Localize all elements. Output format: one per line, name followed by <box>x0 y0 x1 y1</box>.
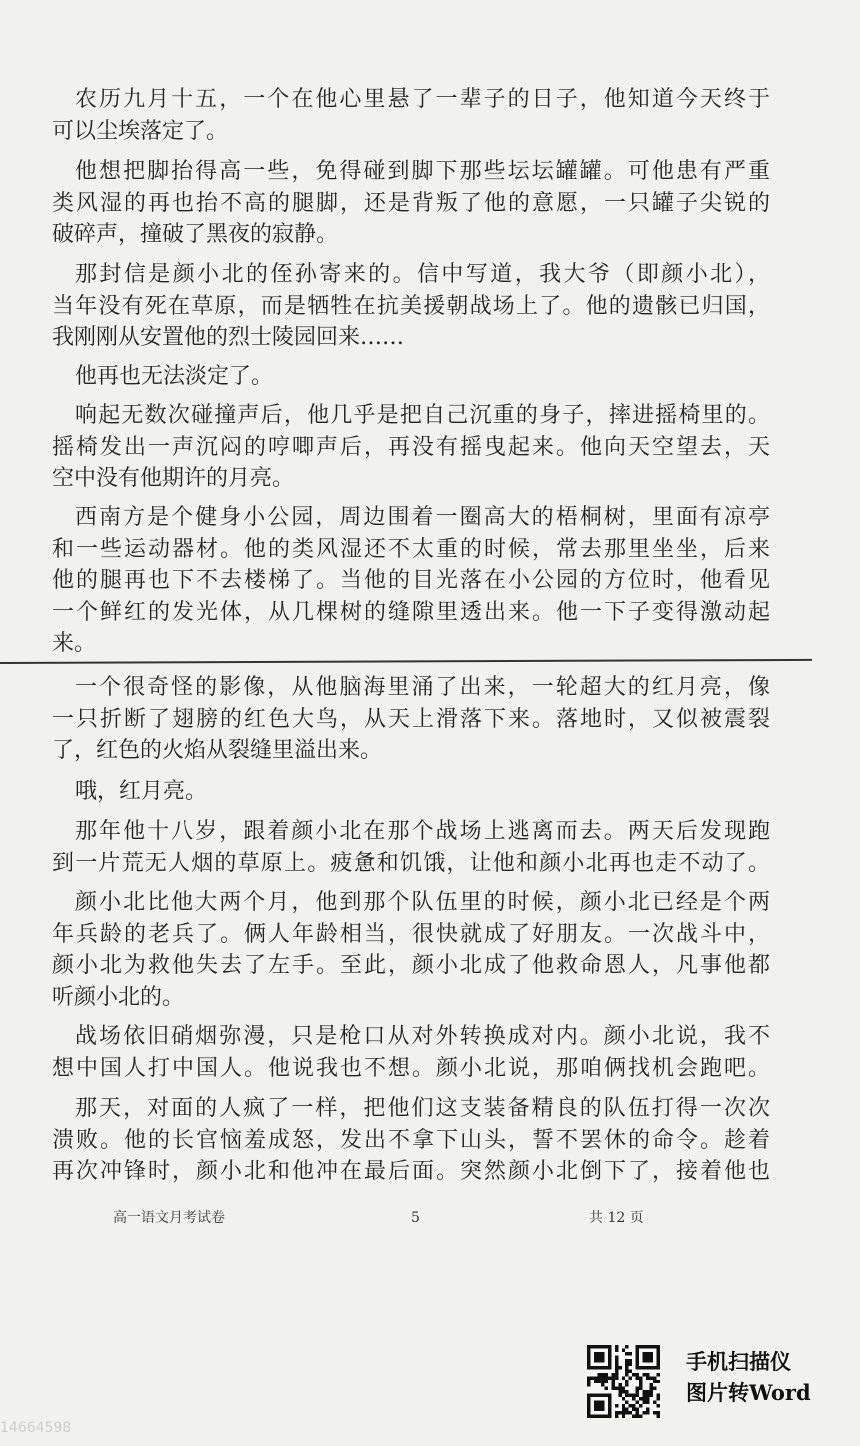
qr-module <box>597 1352 600 1355</box>
qr-module <box>594 1404 597 1407</box>
qr-module <box>597 1355 600 1358</box>
paragraph <box>52 887 770 1013</box>
qr-module <box>657 1373 660 1376</box>
qr-module <box>597 1373 600 1376</box>
qr-module <box>646 1373 649 1376</box>
qr-module <box>615 1348 618 1351</box>
text-line: 摇椅发出一声沉闷的哼唧声后，再没有摇曳起来。他向天空望去，天 <box>52 434 770 460</box>
qr-module <box>587 1380 590 1383</box>
paragraph <box>52 400 770 495</box>
qr-module <box>653 1376 656 1379</box>
qr-module <box>657 1345 660 1348</box>
qr-module <box>587 1383 590 1386</box>
text-line: 再次冲锋时，颜小北和他冲在最后面。突然颜小北倒下了，接着他也 <box>52 1159 770 1184</box>
qr-code-icon <box>587 1345 660 1418</box>
qr-module <box>594 1345 597 1348</box>
qr-module <box>587 1362 590 1365</box>
qr-module <box>629 1362 632 1365</box>
paragraph <box>52 259 770 354</box>
qr-module <box>594 1415 597 1418</box>
qr-module <box>646 1408 649 1411</box>
qr-module <box>636 1394 639 1397</box>
text-line: 颜小北比他大两个月，他到那个队伍里的时候，颜小北已经是个两 <box>75 890 770 915</box>
qr-module <box>636 1366 639 1369</box>
qr-module <box>608 1411 611 1414</box>
qr-module <box>636 1390 639 1393</box>
qr-module <box>646 1352 649 1355</box>
qr-module <box>597 1401 600 1404</box>
qr-module <box>604 1373 607 1376</box>
qr-module <box>608 1355 611 1358</box>
qr-module <box>597 1345 600 1348</box>
qr-module <box>601 1394 604 1397</box>
qr-module <box>608 1394 611 1397</box>
qr-module <box>646 1355 649 1358</box>
qr-module <box>615 1411 618 1414</box>
qr-module <box>629 1376 632 1379</box>
qr-module <box>622 1348 625 1351</box>
text-line: 当年没有死在草原，而是牺牲在抗美援朝战场上了。他的遗骸已归国， <box>52 293 770 319</box>
qr-module <box>615 1376 618 1379</box>
qr-module <box>587 1376 590 1379</box>
qr-module <box>597 1404 600 1407</box>
qr-module <box>632 1404 635 1407</box>
qr-module <box>615 1404 618 1407</box>
text-line: 颜小北为救他失去了左手。至此，颜小北成了他救命恩人，凡事他都 <box>52 953 770 978</box>
qr-module <box>639 1376 642 1379</box>
image-to-word-label: 图片转Word <box>686 1380 811 1405</box>
qr-module <box>646 1411 649 1414</box>
qr-module <box>622 1387 625 1390</box>
qr-module <box>625 1362 628 1365</box>
qr-module <box>625 1401 628 1404</box>
qr-module <box>611 1376 614 1379</box>
qr-module <box>615 1366 618 1369</box>
qr-module <box>629 1411 632 1414</box>
qr-module <box>622 1397 625 1400</box>
qr-module <box>604 1366 607 1369</box>
text-line: 年兵龄的老兵了。俩人年龄相当，很快就成了好朋友。一次战斗中， <box>52 921 770 947</box>
qr-module <box>590 1345 593 1348</box>
paragraph <box>52 1021 770 1084</box>
qr-module <box>604 1394 607 1397</box>
text-line: 战场依旧硝烟弥漫，只是枪口从对外转换成对内。颜小北说，我不 <box>75 1024 770 1049</box>
qr-module <box>601 1376 604 1379</box>
qr-module <box>625 1411 628 1414</box>
qr-module <box>594 1408 597 1411</box>
qr-module <box>622 1376 625 1379</box>
text-line: 他再也无法淡定了。 <box>75 364 274 389</box>
qr-module <box>643 1373 646 1376</box>
qr-module <box>615 1345 618 1348</box>
qr-module <box>657 1366 660 1369</box>
qr-module <box>590 1415 593 1418</box>
qr-module <box>650 1383 653 1386</box>
qr-module <box>601 1408 604 1411</box>
qr-module <box>646 1401 649 1404</box>
qr-module <box>611 1383 614 1386</box>
qr-module <box>608 1348 611 1351</box>
page-count: 共 12 页 <box>589 1210 644 1226</box>
qr-module <box>650 1355 653 1358</box>
qr-module <box>611 1387 614 1390</box>
qr-module <box>587 1411 590 1414</box>
qr-module <box>587 1352 590 1355</box>
qr-module <box>594 1355 597 1358</box>
text-line: 响起无数次碰撞声后，他几乎是把自己沉重的身子，摔进摇椅里的。 <box>75 403 770 428</box>
qr-module <box>657 1352 660 1355</box>
paragraph <box>52 816 770 879</box>
text-line: 听颜小北的。 <box>52 984 185 1010</box>
qr-module <box>625 1390 628 1393</box>
text-line: 可以尘埃落定了。 <box>52 118 229 144</box>
qr-module <box>636 1355 639 1358</box>
qr-module <box>615 1387 618 1390</box>
qr-module <box>615 1415 618 1418</box>
qr-module <box>597 1366 600 1369</box>
qr-module <box>594 1376 597 1379</box>
qr-module <box>615 1369 618 1372</box>
qr-module <box>657 1394 660 1397</box>
qr-module <box>601 1366 604 1369</box>
qr-module <box>594 1401 597 1404</box>
qr-module <box>629 1394 632 1397</box>
qr-module <box>604 1387 607 1390</box>
qr-module <box>590 1366 593 1369</box>
qr-module <box>615 1359 618 1362</box>
qr-module <box>604 1376 607 1379</box>
qr-module <box>653 1401 656 1404</box>
text-line: 溃败。他的长官恼羞成怒，发出不拿下山头，誓不罢休的命令。趁着 <box>52 1127 770 1153</box>
qr-module <box>597 1376 600 1379</box>
qr-module <box>618 1390 621 1393</box>
qr-module <box>643 1345 646 1348</box>
qr-module <box>587 1359 590 1362</box>
paragraph <box>52 1093 770 1188</box>
qr-module <box>587 1366 590 1369</box>
qr-module <box>639 1387 642 1390</box>
qr-module <box>650 1394 653 1397</box>
qr-module <box>625 1359 628 1362</box>
qr-module <box>608 1366 611 1369</box>
qr-module <box>650 1345 653 1348</box>
text-line: 西南方是个健身小公园，周边围着一圈高大的梧桐树，里面有凉亭 <box>75 505 770 530</box>
qr-module <box>594 1394 597 1397</box>
qr-module <box>597 1415 600 1418</box>
qr-module <box>594 1352 597 1355</box>
qr-module <box>639 1380 642 1383</box>
qr-module <box>632 1373 635 1376</box>
qr-module <box>608 1352 611 1355</box>
qr-module <box>639 1415 642 1418</box>
qr-module <box>650 1376 653 1379</box>
qr-module <box>646 1376 649 1379</box>
qr-module <box>622 1404 625 1407</box>
qr-module <box>629 1352 632 1355</box>
qr-module <box>653 1366 656 1369</box>
qr-module <box>601 1373 604 1376</box>
text-line: 想中国人打中国人。他说我也不想。颜小北说，那咱俩找机会跑吧。 <box>52 1055 770 1081</box>
qr-module <box>594 1359 597 1362</box>
qr-module <box>587 1415 590 1418</box>
qr-module <box>636 1348 639 1351</box>
qr-module <box>594 1366 597 1369</box>
text-line: 那封信是颜小北的侄孙寄来的。信中写道，我大爷（即颜小北）， <box>75 262 770 287</box>
qr-module <box>636 1359 639 1362</box>
qr-module <box>622 1408 625 1411</box>
qr-module <box>657 1411 660 1414</box>
qr-module <box>618 1383 621 1386</box>
qr-module <box>639 1383 642 1386</box>
qr-module <box>657 1380 660 1383</box>
qr-module <box>625 1394 628 1397</box>
qr-module <box>639 1397 642 1400</box>
exam-title: 高一语文月考试卷 <box>113 1210 225 1226</box>
qr-module <box>636 1345 639 1348</box>
qr-module <box>629 1404 632 1407</box>
qr-module <box>653 1380 656 1383</box>
qr-module <box>608 1362 611 1365</box>
qr-module <box>636 1411 639 1414</box>
qr-module <box>625 1380 628 1383</box>
qr-module <box>643 1394 646 1397</box>
qr-module <box>625 1369 628 1372</box>
qr-module <box>604 1380 607 1383</box>
text-line: 来。 <box>52 631 97 656</box>
qr-module <box>587 1401 590 1404</box>
qr-module <box>608 1397 611 1400</box>
text-line: 我刚刚从安置他的烈士陵园回来…… <box>52 325 405 350</box>
qr-module <box>636 1373 639 1376</box>
text-line: 那天，对面的人疯了一样，把他们这支装备精良的队伍打得一次次 <box>75 1096 770 1121</box>
text-line: 空中没有他期许的月亮。 <box>52 466 295 491</box>
qr-module <box>625 1345 628 1348</box>
qr-module <box>590 1394 593 1397</box>
qr-module <box>608 1345 611 1348</box>
qr-module <box>646 1394 649 1397</box>
qr-module <box>636 1362 639 1365</box>
qr-module <box>639 1366 642 1369</box>
qr-module <box>657 1397 660 1400</box>
text-line: 了，红色的火焰从裂缝里溢出来。 <box>52 738 383 763</box>
qr-module <box>625 1366 628 1369</box>
qr-module <box>625 1408 628 1411</box>
qr-module <box>650 1387 653 1390</box>
qr-module <box>597 1380 600 1383</box>
qr-module <box>636 1387 639 1390</box>
qr-module <box>646 1359 649 1362</box>
qr-module <box>657 1348 660 1351</box>
qr-module <box>636 1352 639 1355</box>
qr-module <box>597 1408 600 1411</box>
qr-module <box>608 1404 611 1407</box>
qr-module <box>643 1397 646 1400</box>
paragraph <box>52 84 770 147</box>
qr-module <box>646 1397 649 1400</box>
qr-module <box>629 1359 632 1362</box>
qr-module <box>643 1411 646 1414</box>
paragraph <box>52 361 770 393</box>
qr-module <box>622 1411 625 1414</box>
qr-module <box>657 1404 660 1407</box>
qr-module <box>615 1362 618 1365</box>
qr-module <box>625 1383 628 1386</box>
text-line: 和一些运动器材。他的类风湿还不太重的时候，常去那里坐坐，后来 <box>52 536 770 562</box>
qr-module <box>597 1394 600 1397</box>
text-line: 类风湿的再也抬不高的腿脚，还是背叛了他的意愿，一只罐子尖锐的 <box>52 190 770 216</box>
text-line: 破碎声，撞破了黑夜的寂静。 <box>52 222 339 247</box>
text-line: 他的腿再也下不去楼梯了。当他的目光落在小公园的方位时，他看见 <box>52 568 770 593</box>
qr-module <box>601 1401 604 1404</box>
qr-module <box>611 1373 614 1376</box>
text-line: 到一片荒无人烟的草原上。疲惫和饥饿，让他和颜小北再也走不动了。 <box>52 850 770 876</box>
qr-module <box>636 1408 639 1411</box>
qr-module <box>657 1359 660 1362</box>
qr-module <box>657 1362 660 1365</box>
qr-module <box>636 1401 639 1404</box>
qr-module <box>601 1359 604 1362</box>
qr-module <box>650 1366 653 1369</box>
qr-module <box>590 1376 593 1379</box>
text-line: 一个很奇怪的影像，从他脑海里涌了出来，一轮超大的红月亮，像 <box>75 675 770 700</box>
qr-module <box>632 1415 635 1418</box>
qr-module <box>632 1408 635 1411</box>
text-line: 一只折断了翅膀的红色大鸟，从天上滑落下来。落地时，又似被震裂 <box>52 706 770 732</box>
qr-module <box>643 1390 646 1393</box>
text-line: 那年他十八岁，跟着颜小北在那个战场上逃离而去。两天后发现跑 <box>75 819 770 844</box>
paragraph <box>52 502 770 660</box>
qr-module <box>604 1415 607 1418</box>
qr-module <box>653 1345 656 1348</box>
qr-module <box>639 1404 642 1407</box>
qr-module <box>587 1355 590 1358</box>
qr-module <box>608 1401 611 1404</box>
qr-module <box>601 1352 604 1355</box>
text-line: 他想把脚抬得高一些，免得碰到脚下那些坛坛罐罐。可他患有严重 <box>75 159 770 184</box>
qr-module <box>587 1404 590 1407</box>
qr-module <box>653 1387 656 1390</box>
text-line: 一个鲜红的发光体，从几棵树的缝隙里透出来。他一下子变得激动起 <box>52 599 770 625</box>
qr-module <box>615 1373 618 1376</box>
qr-module <box>657 1415 660 1418</box>
qr-module <box>625 1373 628 1376</box>
qr-module <box>632 1397 635 1400</box>
qr-module <box>615 1355 618 1358</box>
qr-module <box>650 1390 653 1393</box>
qr-module <box>646 1366 649 1369</box>
page-number: 5 <box>411 1210 420 1226</box>
paragraph <box>52 156 770 251</box>
qr-module <box>608 1415 611 1418</box>
qr-module <box>601 1404 604 1407</box>
qr-module <box>646 1390 649 1393</box>
qr-module <box>601 1345 604 1348</box>
qr-module <box>601 1355 604 1358</box>
qr-module <box>587 1397 590 1400</box>
qr-module <box>597 1359 600 1362</box>
paragraph <box>52 776 770 808</box>
qr-module <box>622 1390 625 1393</box>
qr-module <box>601 1415 604 1418</box>
qr-module <box>632 1394 635 1397</box>
qr-module <box>646 1345 649 1348</box>
fold-line <box>0 659 812 664</box>
qr-module <box>653 1411 656 1414</box>
qr-module <box>636 1376 639 1379</box>
qr-module <box>650 1352 653 1355</box>
qr-module <box>622 1415 625 1418</box>
qr-module <box>657 1355 660 1358</box>
qr-module <box>608 1376 611 1379</box>
paragraph <box>52 672 770 767</box>
qr-module <box>601 1383 604 1386</box>
qr-module <box>629 1369 632 1372</box>
qr-module <box>618 1387 621 1390</box>
qr-module <box>618 1394 621 1397</box>
qr-module <box>587 1348 590 1351</box>
qr-module <box>618 1366 621 1369</box>
qr-module <box>643 1352 646 1355</box>
qr-module <box>608 1359 611 1362</box>
qr-module <box>608 1408 611 1411</box>
scan-id: 14664598 <box>0 1420 72 1436</box>
text-line: 农历九月十五，一个在他心里悬了一辈子的日子，他知道今天终于 <box>75 87 770 112</box>
qr-module <box>639 1345 642 1348</box>
qr-module <box>643 1359 646 1362</box>
qr-module <box>587 1408 590 1411</box>
qr-module <box>587 1394 590 1397</box>
qr-module <box>594 1380 597 1383</box>
qr-module <box>604 1345 607 1348</box>
qr-module <box>611 1380 614 1383</box>
qr-module <box>643 1366 646 1369</box>
qr-module <box>643 1355 646 1358</box>
qr-module <box>625 1352 628 1355</box>
qr-module <box>643 1401 646 1404</box>
scanner-app-label: 手机扫描仪 <box>686 1349 791 1374</box>
qr-module <box>650 1359 653 1362</box>
qr-module <box>636 1415 639 1418</box>
text-line: 哦，红月亮。 <box>75 779 208 804</box>
qr-module <box>601 1380 604 1383</box>
qr-module <box>587 1345 590 1348</box>
qr-module <box>618 1411 621 1414</box>
